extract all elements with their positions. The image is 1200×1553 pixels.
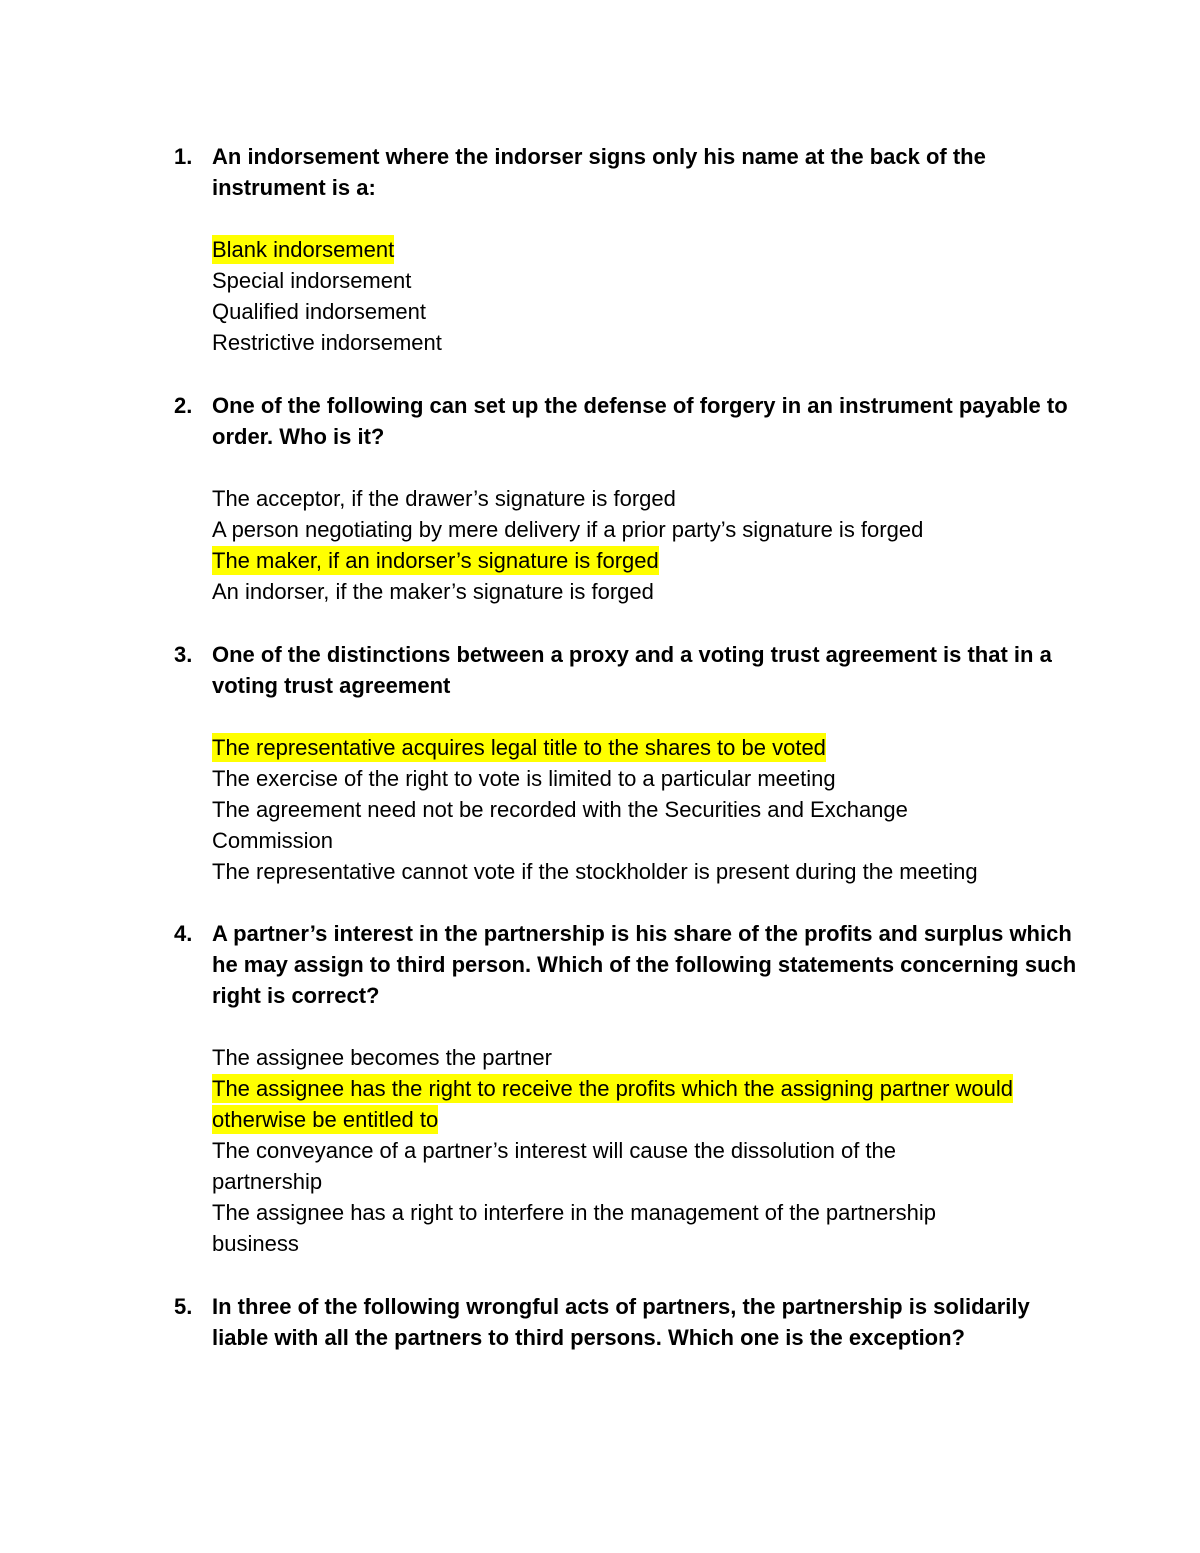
option-text: The agreement need not be recorded with the Securities and Exchange Commission [212, 797, 908, 853]
option-text: The representative acquires legal title to the shares to be voted [212, 735, 826, 760]
option-text: The acceptor, if the drawer’s signature is forged [212, 486, 676, 511]
option-item [212, 794, 972, 856]
option-text: The assignee becomes the partner [212, 1045, 552, 1070]
option-text: A person negotiating by mere delivery if a prior party’s signature is forged [212, 517, 924, 542]
question-text: One of the following can set up the defense of forgery in an instrument payable to order. Who is it? [212, 393, 1068, 449]
option-item [212, 732, 1092, 763]
option-list [212, 234, 1092, 358]
question-number: 2. [174, 393, 193, 418]
option-item [212, 545, 1092, 576]
option-item [212, 296, 1092, 327]
option-item [212, 1042, 1092, 1073]
option-list [212, 1042, 1092, 1259]
option-text: Blank indorsement [212, 237, 395, 262]
option-text: The conveyance of a partner’s interest will cause the dissolution of the partnership [212, 1138, 897, 1194]
option-text: The representative cannot vote if the stockholder is present during the meeting [212, 859, 978, 884]
option-item [212, 1197, 1002, 1259]
option-text: The maker, if an indorser’s signature is forged [212, 548, 659, 573]
option-item [212, 265, 1092, 296]
question-text: One of the distinctions between a proxy and a voting trust agreement is that in a voting trust agreement [212, 642, 1052, 698]
option-text: An indorser, if the maker’s signature is forged [212, 579, 654, 604]
question-number: 4. [174, 921, 193, 946]
option-text: Qualified indorsement [212, 299, 427, 324]
option-item [212, 514, 1092, 545]
option-text: Special indorsement [212, 268, 412, 293]
question-text: A partner’s interest in the partnership is his share of the profits and surplus which he may assign to third person. Which of the following statements concerning such right is correct? [212, 921, 1077, 1008]
option-text: Restrictive indorsement [212, 330, 442, 355]
option-item [212, 763, 1092, 794]
option-item [212, 1135, 972, 1197]
option-item [212, 576, 1092, 607]
option-item [212, 1073, 1022, 1135]
option-item [212, 483, 1092, 514]
option-text: The exercise of the right to vote is limited to a particular meeting [212, 766, 836, 791]
option-item [212, 234, 1092, 265]
question-number: 3. [174, 642, 193, 667]
question-text: In three of the following wrongful acts of partners, the partnership is solidarily liable with all the partners to third persons. Which one is the exception? [212, 1294, 1030, 1350]
option-list [212, 483, 1092, 607]
question-text: An indorsement where the indorser signs only his name at the back of the instrument is a: [212, 144, 986, 200]
option-item [212, 856, 1092, 887]
option-list [212, 732, 1092, 887]
option-text: The assignee has a right to interfere in the management of the partnership business [212, 1200, 936, 1256]
question-number: 1. [174, 144, 193, 169]
option-text: The assignee has the right to receive the profits which the assigning partner would otherwise be entitled to [212, 1076, 1014, 1132]
option-item [212, 327, 1092, 358]
question-number: 5. [174, 1294, 193, 1319]
